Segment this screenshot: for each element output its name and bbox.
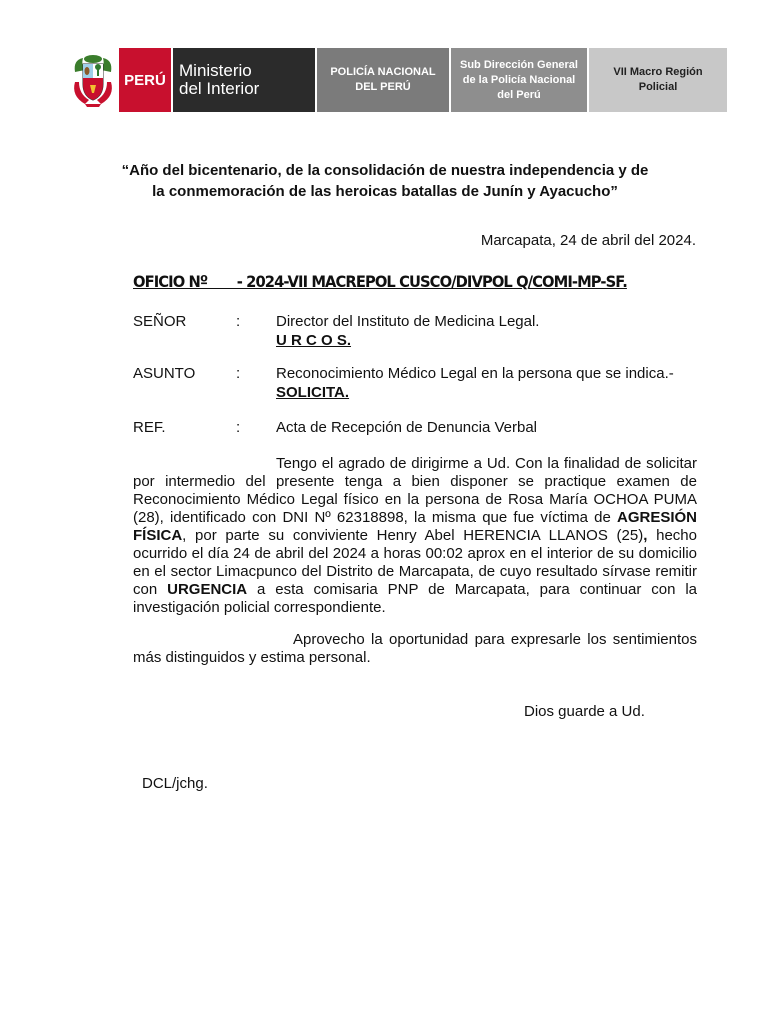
paragraph-1-text-b: , por parte su conviviente Henry Abel HERENCIA LLANOS (25) (182, 527, 644, 544)
recipient-row (133, 312, 698, 352)
ministry-label (173, 48, 315, 112)
letter-date: Marcapata, 24 de abril del 2024. (480, 232, 696, 249)
paragraph-1-text-c: hecho ocurrido el día 24 de abril del 2024 a horas 00:02 aprox en el interior de su domicilio en el sector Limacpunco del Distrito de Marcapata, de cuyo resultado sírvase remitir con (133, 527, 697, 598)
reference-colon: : (236, 419, 241, 436)
year-motto: “Año del bicentenario, de la consolidación de nuestra independencia y de la conmemoración de las heroicas batallas de Junín y Ayacucho” (121, 162, 649, 200)
paragraph-1-text-a: Tengo el agrado de dirigirme a Ud. Con la finalidad de solicitar por intermedio del presente tenga a bien disponer se practique examen de Reconocimiento Médico Legal físico en la persona de Rosa María OCHOA PUMA (28), identificado con DNI Nº 62318898, la misma que fue víctima de (133, 455, 697, 526)
recipient-colon: : (236, 313, 241, 330)
reference-value: Acta de Recepción de Denuncia Verbal (276, 419, 538, 436)
recipient-label: SEÑOR (133, 313, 187, 330)
body-paragraph-2: Aprovecho la oportunidad para expresarle los sentimientos más distinguidos y estima personal. (133, 631, 697, 666)
subject-line-1: Reconocimiento Médico Legal en la persona que se indica.- (276, 365, 674, 382)
subject-request: SOLICITA. (276, 384, 350, 401)
subject-colon: : (236, 365, 241, 382)
oficio-number: OFICIO Nº - 2024-VII MACREPOL CUSCO/DIVPOL Q/COMI-MP-SF. (133, 272, 627, 291)
recipient-value (276, 312, 698, 350)
letterhead (68, 48, 731, 112)
paragraph-1-bold-comma: , (643, 527, 648, 544)
paragraph-1-bold-aggression: AGRESIÓN FÍSICA (133, 509, 697, 544)
recipient-line-1: Director del Instituto de Medicina Legal. (276, 313, 540, 330)
subject-value (276, 364, 698, 402)
closing-phrase: Dios guarde a Ud. (524, 703, 645, 720)
macro-region-label: VII Macro Región Policial (589, 48, 727, 112)
recipient-city: U R C O S. (276, 332, 352, 349)
reference-label: REF. (133, 419, 166, 436)
reference-row (133, 418, 698, 438)
peru-badge: PERÚ (119, 48, 171, 112)
sub-direction-label: Sub Dirección General de la Policía Nacional del Perú (451, 48, 587, 112)
police-label: POLICÍA NACIONAL DEL PERÚ (317, 48, 449, 112)
initials: DCL/jchg. (142, 775, 208, 792)
subject-label: ASUNTO (133, 365, 196, 382)
ministry-line-1: Ministerio (179, 61, 252, 80)
body-paragraph-1 (133, 455, 697, 617)
subject-row (133, 364, 698, 404)
ministry-line-2: del Interior (179, 79, 260, 98)
coat-of-arms-icon (68, 48, 118, 112)
paragraph-1-bold-urgency: URGENCIA (167, 581, 248, 598)
paragraph-1-text-d: a esta comisaria PNP de Marcapata, para continuar con la investigación policial correspondiente. (133, 581, 697, 616)
